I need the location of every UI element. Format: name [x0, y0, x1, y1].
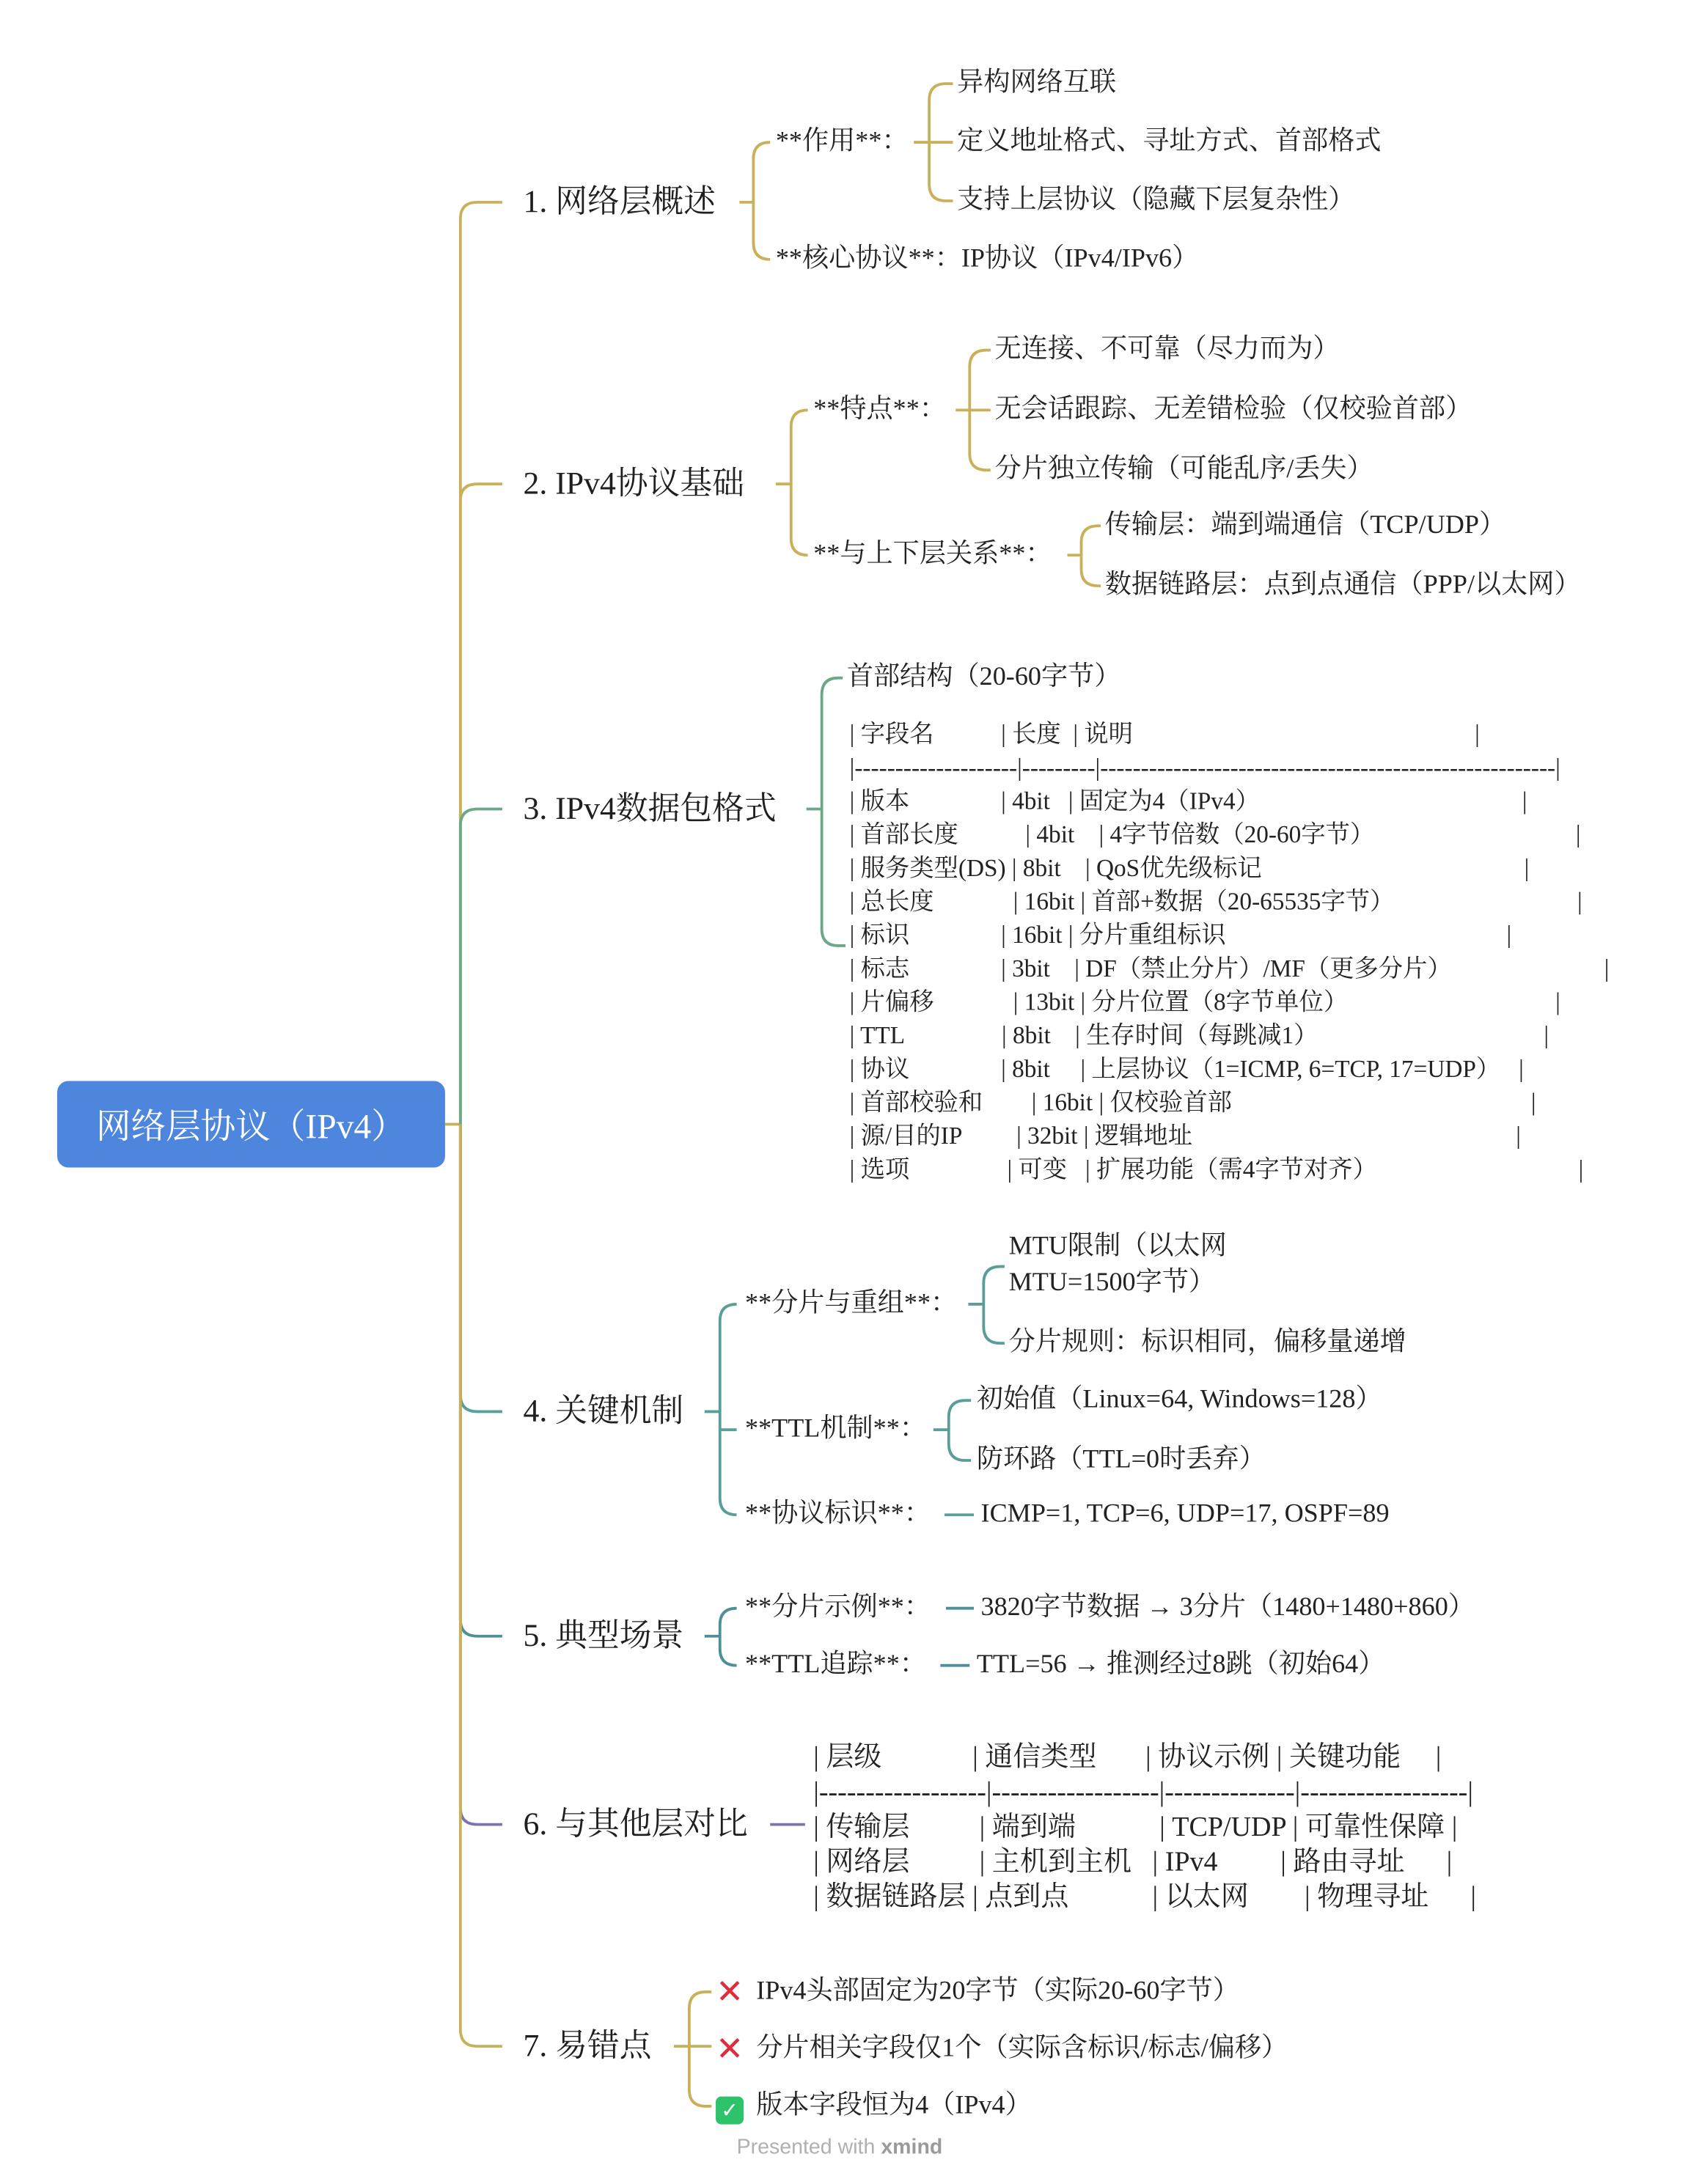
correct-item-version-field[interactable] [716, 2088, 1032, 2124]
table-row: | 首部长度 | 4bit | 4字节倍数（20-60字节） | [849, 820, 1581, 848]
topic-protocol-numbers[interactable]: ICMP=1, TCP=6, UDP=17, OSPF=89 [980, 1499, 1390, 1529]
branch-key-mechanisms[interactable]: 4. 关键机制 [523, 1393, 684, 1429]
header-fields-table [850, 717, 1610, 1185]
cross-mark-icon: ✕ [716, 2029, 744, 2069]
table-row: | 片偏移 | 13bit | 分片位置（8字节单位） | [849, 988, 1560, 1016]
branch-ipv4-packet-format[interactable]: 3. IPv4数据包格式 [523, 790, 777, 826]
mistake-text: 分片相关字段仅1个（实际含标识/标志/偏移） [756, 2033, 1288, 2063]
table-row: | 协议 | 8bit | 上层协议（1=ICMP, 6=TCP, 17=UDP） | [849, 1054, 1524, 1083]
topic-data-link-layer[interactable]: 数据链路层：点到点通信（PPP/以太网） [1104, 570, 1581, 600]
topic-fragment-rules[interactable]: 分片规则：标识相同，偏移量递增 [1008, 1328, 1406, 1358]
topic-fragment-example[interactable]: **分片示例**： [744, 1592, 931, 1622]
topic-anti-loop[interactable]: 防环路（TTL=0时丢弃） [976, 1445, 1266, 1475]
table-row: | 传输层 | 端到端 | TCP/UDP | 可靠性保障 | [813, 1812, 1458, 1843]
footer-watermark [737, 2136, 943, 2159]
topic-heterogeneous-interconnect[interactable]: 异构网络互联 [957, 68, 1117, 98]
root-topic[interactable]: 网络层协议（IPv4） [57, 1081, 445, 1168]
topic-mtu-limit[interactable]: MTU限制（以太网 MTU=1500字节） [1008, 1231, 1227, 1298]
branch-typical-scenarios[interactable]: 5. 典型场景 [523, 1618, 684, 1653]
topic-support-upper-protocols[interactable]: 支持上层协议（隐藏下层复杂性） [957, 185, 1355, 216]
table-row: | 源/目的IP | 32bit | 逻辑地址 | [849, 1121, 1521, 1150]
table-row: |------------------|------------------|--------------|------------------| [813, 1776, 1473, 1808]
topic-ttl-trace[interactable]: **TTL追踪**： [744, 1650, 926, 1680]
topic-header-structure[interactable]: 首部结构（20-60字节） [846, 662, 1121, 692]
topic-connectionless[interactable]: 无连接、不可靠（尽力而为） [994, 334, 1340, 364]
topic-fragment-independent[interactable]: 分片独立传输（可能乱序/丢失） [994, 455, 1373, 485]
table-row: | 标识 | 16bit | 分片重组标识 | [849, 920, 1512, 949]
topic-ttl-mechanism[interactable]: **TTL机制**： [744, 1414, 926, 1444]
cross-mark-icon: ✕ [716, 1972, 744, 2012]
table-row: | TTL | 8bit | 生存时间（每跳减1） | [849, 1021, 1549, 1049]
topic-function[interactable]: **作用**： [775, 127, 909, 157]
table-row: | 层级 | 通信类型 | 协议示例 | 关键功能 | [813, 1742, 1442, 1773]
correct-text: 版本字段恒为4（IPv4） [756, 2090, 1032, 2120]
mistake-item-header-length[interactable] [716, 1974, 1239, 2010]
table-row: | 字段名 | 长度 | 说明 | [849, 719, 1480, 748]
table-row: | 选项 | 可变 | 扩展功能（需4字节对齐） | [849, 1155, 1584, 1183]
table-row: | 服务类型(DS) | 8bit | QoS优先级标记 | [849, 853, 1530, 882]
topic-ttl-trace-detail[interactable]: TTL=56 → 推测经过8跳（初始64） [976, 1650, 1385, 1680]
topic-transport-layer[interactable]: 传输层：端到端通信（TCP/UDP） [1104, 510, 1506, 540]
table-row: | 总长度 | 16bit | 首部+数据（20-65535字节） | [849, 887, 1582, 916]
branch-network-layer-overview[interactable]: 1. 网络层概述 [523, 184, 716, 219]
table-row: | 网络层 | 主机到主机 | IPv4 | 路由寻址 | [813, 1847, 1453, 1878]
topic-core-protocol[interactable]: **核心协议**：IP协议（IPv4/IPv6） [775, 243, 1199, 273]
topic-define-address-format[interactable]: 定义地址格式、寻址方式、首部格式 [957, 127, 1382, 157]
table-row: | 首部校验和 | 16bit | 仅校验首部 | [849, 1088, 1536, 1117]
table-row: | 标志 | 3bit | DF（禁止分片）/MF（更多分片） | [849, 954, 1610, 982]
footer-brand: xmind [881, 2135, 943, 2160]
topic-no-session-tracking[interactable]: 无会话跟踪、无差错检验（仅校验首部） [994, 394, 1472, 424]
branch-layer-comparison[interactable]: 6. 与其他层对比 [523, 1806, 748, 1842]
table-row: | 版本 | 4bit | 固定为4（IPv4） | [849, 787, 1527, 815]
branch-common-mistakes[interactable]: 7. 易错点 [523, 2028, 652, 2063]
footer-prefix: Presented with [736, 2135, 876, 2160]
topic-ttl-initial-value[interactable]: 初始值（Linux=64, Windows=128） [976, 1385, 1382, 1415]
mistake-text: IPv4头部固定为20字节（实际20-60字节） [756, 1976, 1239, 2006]
check-mark-icon: ✓ [716, 2097, 744, 2125]
mistake-item-fragment-fields[interactable] [716, 2031, 1288, 2067]
table-row: |--------------------|---------|--------------------------------------------------------| [849, 753, 1560, 782]
topic-protocol-id[interactable]: **协议标识**： [744, 1499, 931, 1529]
layer-comparison-table [813, 1740, 1476, 1915]
branch-ipv4-basics[interactable]: 2. IPv4协议基础 [523, 466, 744, 501]
topic-features[interactable]: **特点**： [813, 394, 946, 424]
topic-layer-relations[interactable]: **与上下层关系**： [813, 540, 1052, 570]
table-row: | 数据链路层 | 点到点 | 以太网 | 物理寻址 | [813, 1881, 1477, 1913]
topic-fragment-example-detail[interactable]: 3820字节数据 → 3分片（1480+1480+860） [980, 1592, 1475, 1622]
topic-fragmentation-reassembly[interactable]: **分片与重组**： [744, 1289, 958, 1318]
